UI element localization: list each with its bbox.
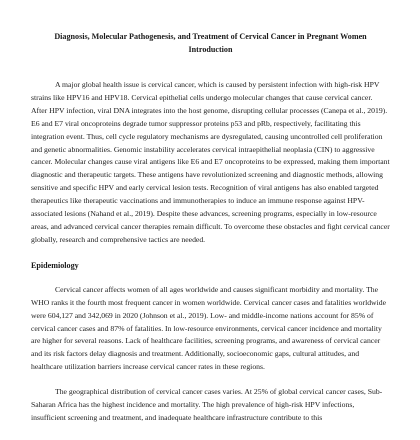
document-title: Diagnosis, Molecular Pathogenesis, and Treatment of Cervical Cancer in Pregnant Women Introduction: [54, 32, 367, 54]
intro-paragraph: [31, 79, 390, 247]
epidemiology-paragraph-2: [31, 386, 390, 425]
epidemiology-paragraph-1: [31, 284, 390, 374]
section-heading-epidemiology: Epidemiology: [31, 260, 79, 270]
epidemiology-paragraph-1-text: Cervical cancer affects women of all ages worldwide and causes significant morbidity and mortality. The WHO ranks it the fourth most frequent cancer in women worldwide. Cervical cancer cases and fatalities worldwide were 604,127 and 342,069 in 2020 (Johnson et al., 2019). Low- and middle-income nations account for 85% of cervical cancer cases and 87% of fatalities. In low-resource environments, cervical cancer incidence and mortality are higher for several reasons. Lack of healthcare facilities, screening programs, and awareness of cervical cancer and its risk factors delay diagnosis and treatment. Additionally, socioeconomic gaps, cultural attitudes, and healthcare utilization barriers increase cervical cancer rates in these regions.: [31, 284, 386, 372]
intro-paragraph-text: A major global health issue is cervical cancer, which is caused by persistent infection with high-risk HPV strains like HPV16 and HPV18. Cervical epithelial cells undergo molecular changes that cause cervical cancer. After HPV infection, viral DNA integrates into the host genome, disrupting cellular processes (Canepa et al., 2019). E6 and E7 viral oncoproteins degrade tumor suppressor proteins p53 and pRb, respectively, facilitating this integration event. Thus, cell cycle regulatory mechanisms are dysregulated, causing uncontrolled cell proliferation and genetic abnormalities. Genomic instability accelerates cervical intraepithelial neoplasia (CIN) to aggressive cancer. Molecular changes cause viral antigens like E6 and E7 oncoproteins to be expressed, making them important diagnostic and therapeutic targets. These antigens have revolutionized screening and diagnostic methods, allowing sensitive and specific HPV and early cervical lesion tests. Recognition of viral antigens has also enabled targeted therapeutics like therapeutic vaccinations and immunotherapies to induce an immune response against HPV-associated lesions (Nahand et al., 2019). Despite these advances, screening programs, especially in low-resource areas, and advanced cervical cancer therapies remain difficult. To overcome these obstacles and fight cervical cancer globally, research and comprehensive tactics are needed.: [31, 80, 390, 244]
epidemiology-paragraph-2-text: The geographical distribution of cervical cancer cases varies. At 25% of global cervical cancer cases, Sub-Saharan Africa has the highest incidence and mortality. The high prevalence of high-risk HPV infections, insufficient screening and treatment, and inadequate healthcare infrastructure contribute to this: [31, 387, 383, 422]
